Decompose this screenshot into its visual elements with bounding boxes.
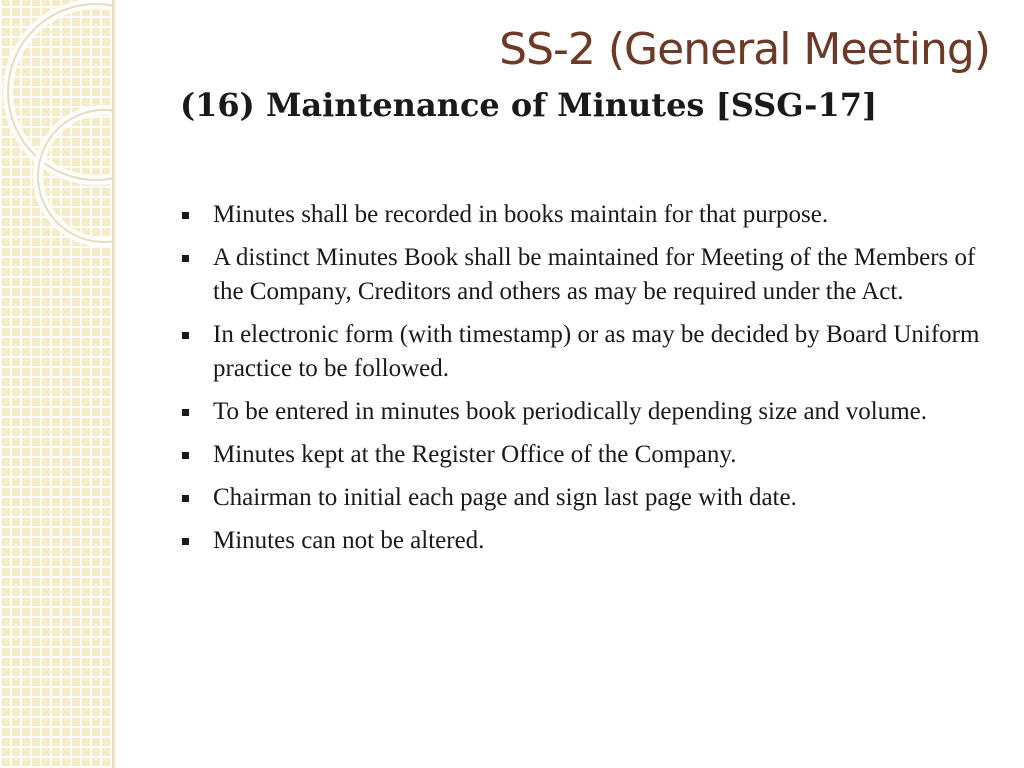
square-bullet-icon bbox=[182, 409, 189, 416]
square-bullet-icon bbox=[182, 212, 189, 219]
square-bullet-icon bbox=[182, 332, 189, 339]
bullet-item bbox=[180, 524, 990, 558]
bullet-text: Minutes kept at the Register Office of the Company. bbox=[213, 441, 737, 468]
bullet-text: A distinct Minutes Book shall be maintained for Meeting of the Members of the Company, Creditors and others as may be required under the Act. bbox=[213, 244, 976, 305]
decorative-side-panel bbox=[0, 0, 112, 768]
bullet-text: Chairman to initial each page and sign last page with date. bbox=[213, 484, 797, 511]
bullet-text: Minutes shall be recorded in books maintain for that purpose. bbox=[213, 201, 829, 228]
bullet-item bbox=[180, 198, 990, 232]
bullet-text: In electronic form (with timestamp) or as may be decided by Board Uniform practice to be followed. bbox=[213, 321, 980, 382]
square-bullet-icon bbox=[182, 255, 189, 262]
side-panel-edge bbox=[112, 0, 116, 768]
bullet-item bbox=[180, 241, 990, 309]
square-bullet-icon bbox=[182, 452, 189, 459]
bullet-item bbox=[180, 438, 990, 472]
section-heading: (16) Maintenance of Minutes [SSG-17] bbox=[180, 86, 878, 124]
bullet-text: To be entered in minutes book periodically depending size and volume. bbox=[213, 398, 928, 425]
bullet-item bbox=[180, 318, 990, 386]
square-bullet-icon bbox=[182, 538, 189, 545]
bullet-item bbox=[180, 481, 990, 515]
square-bullet-icon bbox=[182, 495, 189, 502]
bullet-text: Minutes can not be altered. bbox=[213, 527, 485, 554]
slide-title: SS-2 (General Meeting) bbox=[499, 24, 990, 75]
bullet-list bbox=[180, 198, 990, 567]
bullet-item bbox=[180, 395, 990, 429]
decorative-circles bbox=[0, 0, 112, 768]
